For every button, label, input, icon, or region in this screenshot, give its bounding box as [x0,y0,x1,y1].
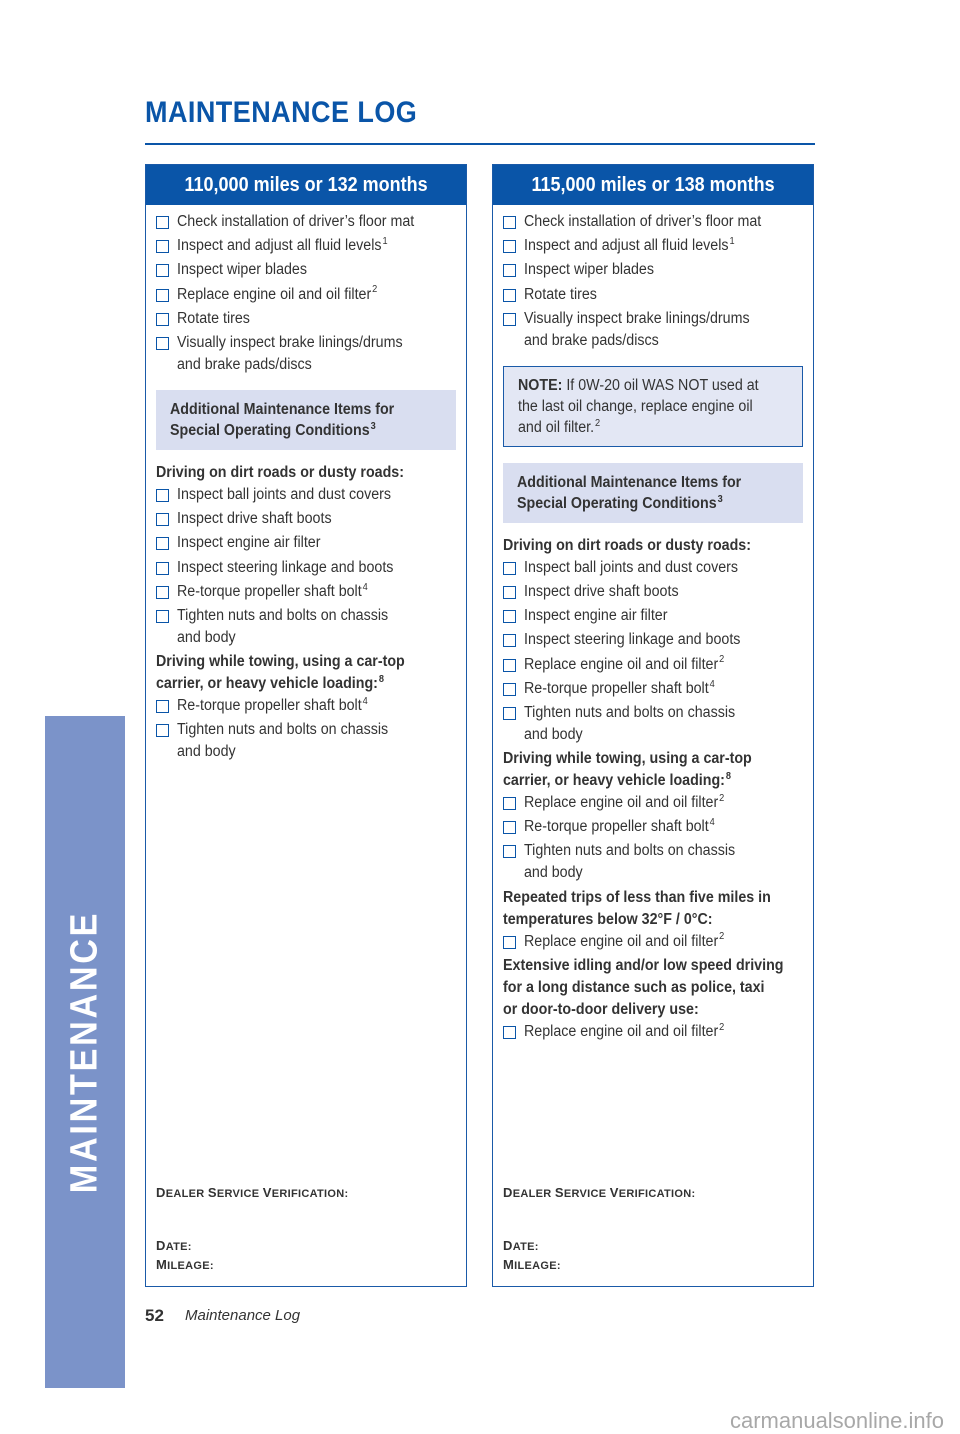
checklist-item-text: Inspect engine air filter [524,607,668,625]
checklist-item [156,508,456,530]
checklist-item-text: Visually inspect brake linings/drums [177,333,403,351]
checklist-item [156,211,456,233]
checklist-item-text: Re-torque propeller shaft bolt [177,697,362,715]
side-section-label: MAINTENANCE [63,910,106,1194]
checklist-item [503,557,803,579]
footnote-ref: 4 [362,695,368,707]
checklist-item [503,235,803,257]
footnote-ref: 4 [709,678,715,690]
checkbox-icon[interactable] [503,659,516,672]
checklist-item [503,1021,803,1043]
checklist-item-text: Replace engine oil and oil filter [524,794,719,812]
dealer-verification-label: DEALER SERVICE VERIFICATION: [503,1185,696,1200]
checklist-item-text: Inspect engine air filter [177,534,321,552]
checkbox-icon[interactable] [503,313,516,326]
checkbox-icon[interactable] [156,537,169,550]
checklist-item-text: and body [177,743,236,761]
dealer-verification-label: DEALER SERVICE VERIFICATION: [156,1185,349,1200]
condition-heading: Driving while towing, using a car-top carrier, or heavy vehicle loading:$^8$ [156,653,405,693]
checklist-item-text: Inspect ball joints and dust covers [177,485,392,503]
checkbox-icon[interactable] [156,216,169,229]
checklist-item [156,532,456,554]
footnote-ref: 2 [719,792,725,804]
checkbox-icon[interactable] [156,586,169,599]
checklist-item-text: Inspect and adjust all fluid levels [524,237,729,255]
additional-items-box: Additional Maintenance Items for Special Operating Conditions$^3$ [156,390,456,450]
checklist-item [503,702,803,746]
condition-heading: Driving on dirt roads or dusty roads: [503,536,751,554]
condition-heading: Repeated trips of less than five miles in temperatures below 32°F / 0°C: [503,888,771,928]
checklist-item [503,284,803,306]
checklist-item [156,605,456,649]
checklist-item-text: Replace engine oil and oil filter [524,932,719,950]
checklist-item-text: Visually inspect brake linings/drums [524,309,750,327]
condition-heading: Driving while towing, using a car-top carrier, or heavy vehicle loading:$^8$ [503,750,752,790]
footer-section-label: Maintenance Log [185,1307,301,1324]
checklist-item-text: Rotate tires [524,285,597,303]
checklist-item-text: Replace engine oil and oil filter [524,1022,719,1040]
title-divider [145,143,815,145]
checklist-item-text: Re-torque propeller shaft bolt [177,582,362,600]
checklist-item [156,259,456,281]
checklist-item-text: Check installation of driver’s floor mat [524,213,762,230]
checklist-item [156,235,456,257]
checkbox-icon[interactable] [503,562,516,575]
watermark: carmanualsonline.info [729,1408,944,1433]
checkbox-icon[interactable] [503,845,516,858]
checklist-item-text: Inspect steering linkage and boots [177,558,394,576]
checklist-item [503,581,803,603]
checklist-item-text: Tighten nuts and bolts on chassis [177,721,389,739]
checkbox-icon[interactable] [156,513,169,526]
checklist-item-text: and body [524,725,583,743]
checklist-item-text: Re-torque propeller shaft bolt [524,679,709,697]
checklist-item-text: Inspect drive shaft boots [524,582,679,600]
checkbox-icon[interactable] [503,264,516,277]
condition-heading: Driving on dirt roads or dusty roads: [156,463,404,481]
checkbox-icon[interactable] [156,240,169,253]
page-number: 52 [145,1306,164,1325]
checklist-item-text: Replace engine oil and oil filter [177,285,372,303]
checklist-item-text: Rotate tires [177,309,250,327]
checklist-item [503,629,803,651]
checkbox-icon[interactable] [503,240,516,253]
checklist-item [156,695,456,717]
footnote-ref: 2 [372,284,378,296]
footnote-ref: 1 [729,236,735,248]
checklist-item [156,284,456,306]
footnote-ref: 2 [719,654,725,666]
checklist-item-text: Tighten nuts and bolts on chassis [177,606,389,624]
checklist-item-text: Tighten nuts and bolts on chassis [524,703,736,721]
checklist-item-text: and brake pads/discs [177,355,312,373]
checklist-item [503,678,803,700]
checkbox-icon[interactable] [156,264,169,277]
checklist-item [503,792,803,814]
checklist-item [503,605,803,627]
checkbox-icon[interactable] [156,313,169,326]
checklist-item [156,557,456,579]
checklist-item [156,581,456,603]
checkbox-icon[interactable] [503,683,516,696]
maintenance-column-115k [492,164,814,1287]
checkbox-icon[interactable] [156,489,169,502]
footnote-ref: 2 [719,931,725,943]
additional-items-box: Additional Maintenance Items for Special Operating Conditions$^3$ [503,463,803,523]
checklist-item-text: Inspect wiper blades [524,261,655,279]
oil-note-box: NOTE: If 0W-20 oil WAS NOT used at the last oil change, replace engine oil and oil filter.$^2$ [503,366,803,447]
checklist-item [503,816,803,838]
footnote-ref: 4 [709,817,715,829]
checkbox-icon[interactable] [503,936,516,949]
column-header: 110,000 miles or 132 months [146,165,466,205]
checkbox-icon[interactable] [503,289,516,302]
footnote-ref: 1 [382,236,388,248]
checkbox-icon[interactable] [503,797,516,810]
column-header: 115,000 miles or 138 months [493,165,813,205]
checklist-item-text: Inspect and adjust all fluid levels [177,237,382,255]
checkbox-icon[interactable] [503,586,516,599]
condition-heading: Extensive idling and/or low speed driving for a long distance such as police, taxi or door-to-door delivery use: [503,956,784,1018]
checkbox-icon[interactable] [156,337,169,350]
checkbox-icon[interactable] [503,216,516,229]
checkbox-icon[interactable] [503,821,516,834]
date-label: DATE: [503,1238,539,1253]
mileage-label: MILEAGE: [503,1257,561,1272]
checklist-item-text: and brake pads/discs [524,331,659,349]
checklist-item-text: Inspect wiper blades [177,261,308,279]
footnote-ref: 2 [719,1021,725,1033]
checklist-item [156,332,456,376]
checklist-item [503,308,803,352]
checklist-item-text: Replace engine oil and oil filter [524,655,719,673]
checklist-item-text: Inspect drive shaft boots [177,510,332,528]
checkbox-icon[interactable] [503,1026,516,1039]
checklist-item-text: and body [177,628,236,646]
checklist-item [503,211,803,233]
checklist-item-text: Tighten nuts and bolts on chassis [524,842,736,860]
mileage-label: MILEAGE: [156,1257,214,1272]
maintenance-column-110k [145,164,467,1287]
checklist-item [503,931,803,953]
checkbox-icon[interactable] [503,707,516,720]
page-title: MAINTENANCE LOG [145,96,418,129]
checklist-item-text: and body [524,864,583,882]
checklist-item-text: Check installation of driver’s floor mat [177,213,415,230]
checklist-item [156,484,456,506]
checkbox-icon[interactable] [156,562,169,575]
checkbox-icon[interactable] [503,610,516,623]
checklist-item [503,840,803,884]
checkbox-icon[interactable] [156,700,169,713]
date-label: DATE: [156,1238,192,1253]
checkbox-icon[interactable] [503,634,516,647]
checklist-item [503,654,803,676]
checklist-item-text: Inspect steering linkage and boots [524,631,741,649]
checkbox-icon[interactable] [156,724,169,737]
checklist-item-text: Re-torque propeller shaft bolt [524,818,709,836]
checkbox-icon[interactable] [156,289,169,302]
footnote-ref: 4 [362,581,368,593]
checklist-item [503,259,803,281]
checklist-item-text: Inspect ball joints and dust covers [524,558,739,576]
checklist-item [156,719,456,763]
checklist-item [156,308,456,330]
checkbox-icon[interactable] [156,610,169,623]
